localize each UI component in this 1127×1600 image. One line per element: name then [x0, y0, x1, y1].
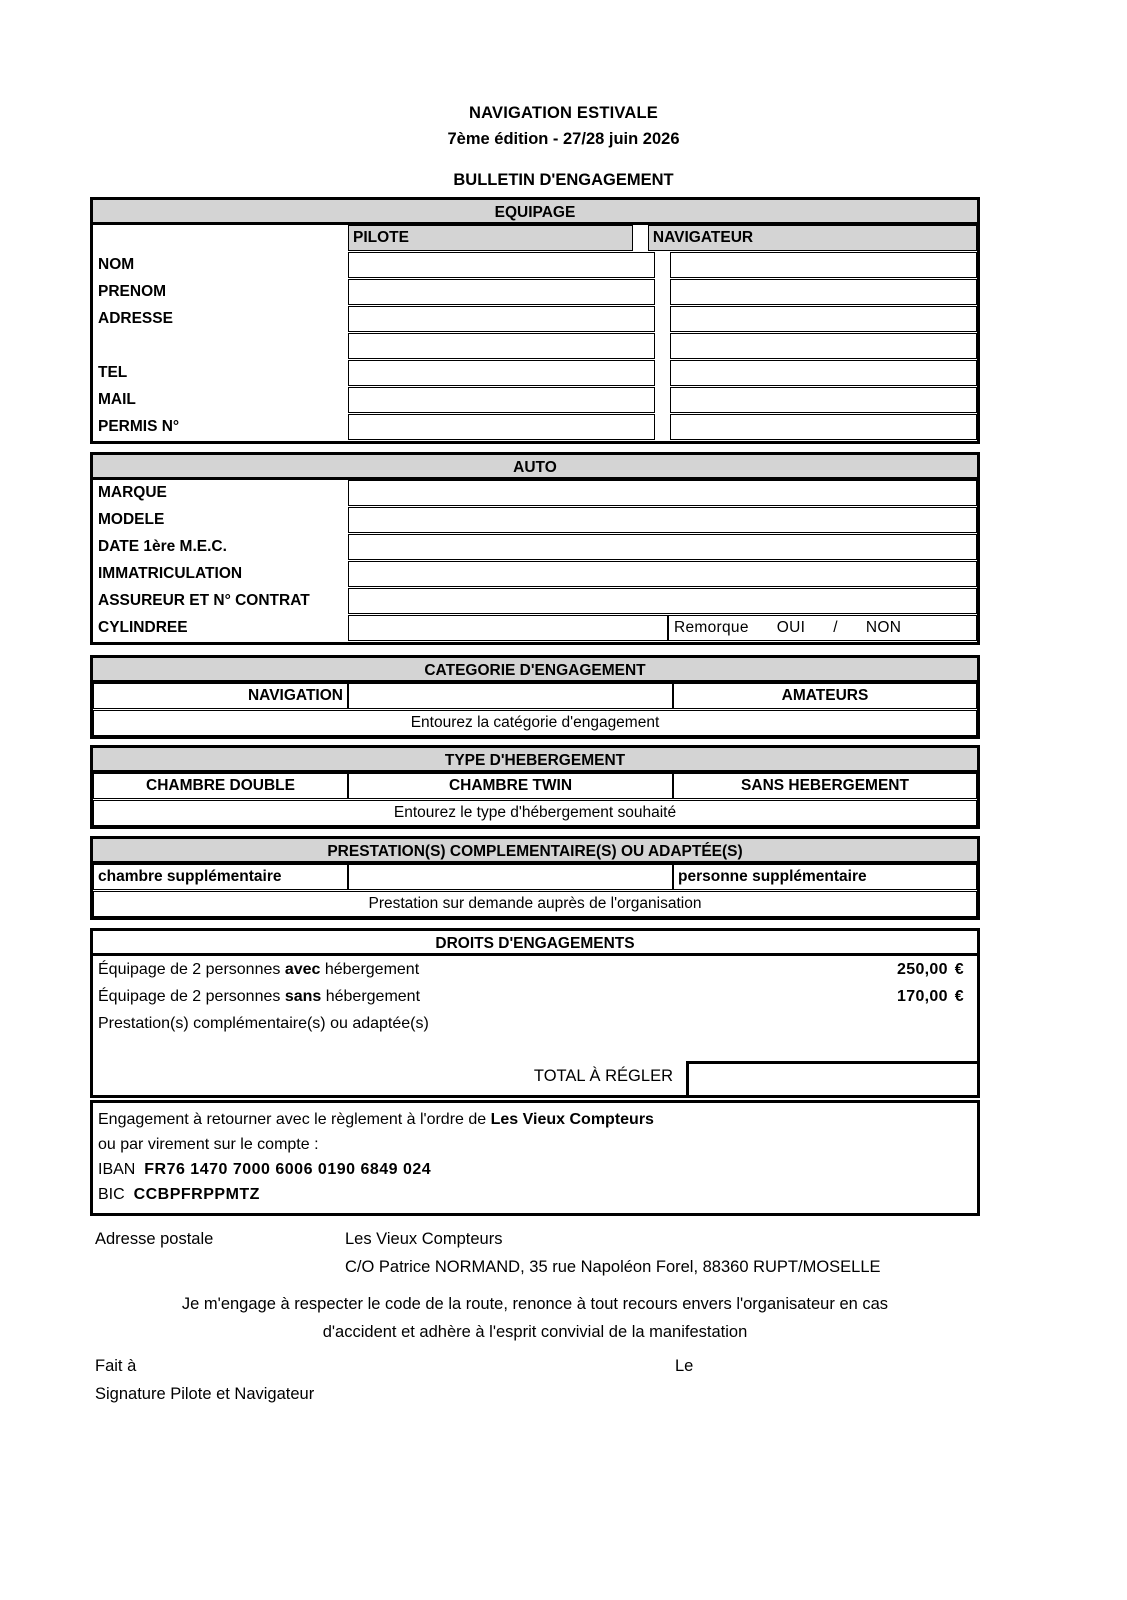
auto-row-assureur	[93, 588, 977, 615]
postal-address-spacer	[95, 1253, 345, 1281]
section-auto	[90, 452, 980, 645]
input-navigateur-mail[interactable]	[670, 387, 977, 413]
section-title-auto: AUTO	[93, 455, 977, 480]
signature-area[interactable]	[675, 1380, 995, 1408]
input-navigateur-adresse-2[interactable]	[670, 333, 977, 359]
payment-transfer-line: ou par virement sur le compte :	[98, 1136, 319, 1153]
pledge-line-1: Je m'engage à respecter le code de la route, renonce à tout recours envers l'organisateur en cas	[181, 1295, 889, 1313]
section-pledge	[90, 1290, 980, 1346]
equipage-label-prenom: PRENOM	[98, 283, 167, 300]
total-row	[93, 1061, 977, 1095]
equipage-row-adresse-2	[93, 333, 977, 360]
equipage-label-tel: TEL	[98, 364, 128, 381]
input-pilote-adresse-2[interactable]	[348, 333, 655, 359]
fee-text-before-2: Équipage de 2 personnes	[98, 987, 285, 1005]
categorie-note: Entourez la catégorie d'engagement	[93, 710, 977, 736]
fee-value-1: 250,00	[897, 960, 948, 978]
equipage-col-gap	[655, 333, 670, 360]
equipage-label-adresse-2	[93, 333, 348, 360]
section-signature	[95, 1352, 995, 1408]
equipage-label-permis: PERMIS N°	[98, 418, 180, 435]
iban-value: FR76 1470 7000 6006 0190 6849 024	[144, 1161, 432, 1178]
auto-label-cylindree: CYLINDREE	[98, 619, 188, 636]
postal-address-value: C/O Patrice NORMAND, 35 rue Napoléon Forel, 88360 RUPT/MOSELLE	[345, 1258, 881, 1276]
equipage-column-headers	[93, 225, 977, 252]
section-type-hebergement	[90, 745, 980, 829]
equipage-label-nom: NOM	[98, 256, 135, 273]
auto-label-marque: MARQUE	[98, 484, 167, 501]
section-equipage	[90, 197, 980, 444]
remorque-choice[interactable]	[668, 615, 977, 641]
fee-label-prestations: Prestation(s) complémentaire(s) ou adaptée(s)	[98, 1014, 429, 1032]
remorque-option-non[interactable]: NON	[865, 619, 902, 636]
hebergement-options-row	[93, 773, 977, 800]
equipage-row-prenom	[93, 279, 977, 306]
event-edition-date: 7ème édition - 27/28 juin 2026	[447, 130, 680, 148]
input-navigateur-permis[interactable]	[670, 414, 977, 440]
payment-bic-line	[98, 1182, 977, 1207]
equipage-col-navigateur: NAVIGATEUR	[648, 225, 977, 251]
fee-value-2: 170,00	[897, 987, 948, 1005]
equipage-col-gap	[655, 306, 670, 333]
section-title-prestations: PRESTATION(S) COMPLEMENTAIRE(S) OU ADAPTÉE(S)	[93, 839, 977, 864]
postal-organisation-name: Les Vieux Compteurs	[345, 1230, 503, 1248]
prestations-option-personne-supplementaire[interactable]: personne supplémentaire	[673, 864, 977, 890]
section-title-categorie: CATEGORIE D'ENGAGEMENT	[93, 658, 977, 683]
section-title-droits: DROITS D'ENGAGEMENTS	[93, 931, 977, 956]
event-title: NAVIGATION ESTIVALE	[469, 104, 658, 122]
remorque-label: Remorque	[674, 619, 749, 636]
section-postal-address	[95, 1225, 1075, 1281]
currency-symbol-1: €	[954, 960, 964, 978]
equipage-label-adresse: ADRESSE	[98, 310, 173, 327]
fee-row-prestations	[93, 1010, 977, 1037]
categorie-option-middle[interactable]	[348, 683, 673, 709]
fee-label-avec-hebergement	[98, 961, 784, 979]
input-pilote-tel[interactable]	[348, 360, 655, 386]
hebergement-option-chambre-double[interactable]: CHAMBRE DOUBLE	[93, 773, 348, 799]
fee-text-after-2: hébergement	[321, 987, 421, 1005]
auto-label-assureur: ASSUREUR ET N° CONTRAT	[98, 592, 310, 609]
equipage-col-gap	[633, 225, 648, 252]
document-header	[0, 100, 1127, 193]
bic-value: CCBPFRPPMTZ	[133, 1186, 260, 1203]
total-label: TOTAL À RÉGLER	[533, 1067, 673, 1085]
fee-amount-avec-hebergement	[784, 961, 977, 979]
equipage-row-tel	[93, 360, 977, 387]
input-auto-marque[interactable]	[348, 480, 977, 506]
input-auto-assureur[interactable]	[348, 588, 977, 614]
input-pilote-mail[interactable]	[348, 387, 655, 413]
payment-order-text: Engagement à retourner avec le règlement à l'ordre de	[98, 1111, 491, 1128]
input-pilote-nom[interactable]	[348, 252, 655, 278]
input-total-a-regler[interactable]	[686, 1061, 977, 1095]
postal-address-name-row	[95, 1225, 1075, 1253]
input-navigateur-tel[interactable]	[670, 360, 977, 386]
iban-label: IBAN	[98, 1161, 136, 1178]
remorque-separator: /	[833, 619, 838, 636]
equipage-col-gap	[655, 360, 670, 387]
fee-text-after-1: hébergement	[320, 960, 420, 978]
postal-address-label: Adresse postale	[95, 1230, 214, 1248]
remorque-option-oui[interactable]: OUI	[776, 619, 806, 636]
input-pilote-permis[interactable]	[348, 414, 655, 440]
postal-address-street-row	[95, 1253, 1075, 1281]
equipage-col-gap	[655, 414, 670, 441]
section-payment-instructions	[90, 1100, 980, 1216]
fee-label-sans-hebergement	[98, 988, 784, 1006]
input-auto-modele[interactable]	[348, 507, 977, 533]
equipage-label-mail: MAIL	[98, 391, 136, 408]
auto-row-cylindree	[93, 615, 977, 642]
signature-le-label[interactable]: Le	[675, 1357, 694, 1375]
categorie-option-navigation[interactable]: NAVIGATION	[93, 683, 348, 709]
section-title-equipage: EQUIPAGE	[93, 200, 977, 225]
equipage-header-spacer	[93, 225, 348, 252]
fee-amount-sans-hebergement	[784, 988, 977, 1006]
fee-row-sans-hebergement	[93, 983, 977, 1010]
auto-row-marque	[93, 480, 977, 507]
payment-order-line	[98, 1107, 977, 1132]
input-auto-cylindree[interactable]	[348, 615, 668, 641]
prestations-option-chambre-supplementaire[interactable]: chambre supplémentaire	[93, 864, 348, 890]
fee-text-bold-1: avec	[284, 960, 321, 978]
prestations-note: Prestation sur demande auprès de l'organisation	[93, 891, 977, 917]
currency-symbol-2: €	[954, 987, 964, 1005]
hebergement-note: Entourez le type d'hébergement souhaité	[93, 800, 977, 826]
section-title-hebergement: TYPE D'HEBERGEMENT	[93, 748, 977, 773]
equipage-row-permis	[93, 414, 977, 441]
section-categorie-engagement	[90, 655, 980, 739]
equipage-row-adresse	[93, 306, 977, 333]
fee-text-before-1: Équipage de 2 personnes	[98, 960, 285, 978]
equipage-row-mail	[93, 387, 977, 414]
input-navigateur-prenom[interactable]	[670, 279, 977, 305]
section-droits-engagements	[90, 928, 980, 1098]
prestations-option-middle[interactable]	[348, 864, 673, 890]
prestations-options-row	[93, 864, 977, 891]
signature-names-row	[95, 1380, 995, 1408]
categorie-option-amateurs[interactable]: AMATEURS	[673, 683, 977, 709]
hebergement-option-sans-hebergement[interactable]: SANS HEBERGEMENT	[673, 773, 977, 799]
signature-fait-a-label[interactable]: Fait à	[95, 1357, 137, 1375]
input-auto-date-mec[interactable]	[348, 534, 977, 560]
auto-label-modele: MODELE	[98, 511, 165, 528]
payment-iban-line	[98, 1157, 977, 1182]
auto-row-immatriculation	[93, 561, 977, 588]
input-navigateur-adresse[interactable]	[670, 306, 977, 332]
payment-payee-name: Les Vieux Compteurs	[490, 1111, 654, 1128]
fee-row-avec-hebergement	[93, 956, 977, 983]
auto-row-modele	[93, 507, 977, 534]
equipage-col-gap	[655, 279, 670, 306]
equipage-col-pilote: PILOTE	[348, 225, 633, 251]
input-auto-immatriculation[interactable]	[348, 561, 977, 587]
input-pilote-adresse[interactable]	[348, 306, 655, 332]
equipage-col-gap	[655, 387, 670, 414]
signature-place-date-row	[95, 1352, 995, 1380]
input-pilote-prenom[interactable]	[348, 279, 655, 305]
hebergement-option-chambre-twin[interactable]: CHAMBRE TWIN	[348, 773, 673, 799]
document-type-title: BULLETIN D'ENGAGEMENT	[453, 171, 674, 189]
input-navigateur-nom[interactable]	[670, 252, 977, 278]
pledge-line-2: d'accident et adhère à l'esprit convivial de la manifestation	[322, 1323, 748, 1341]
fee-text-bold-2: sans	[284, 987, 322, 1005]
signature-pilote-navigateur-label[interactable]: Signature Pilote et Navigateur	[95, 1385, 315, 1403]
categorie-options-row	[93, 683, 977, 710]
section-prestations	[90, 836, 980, 920]
auto-label-date-mec: DATE 1ère M.E.C.	[98, 538, 227, 555]
equipage-row-nom	[93, 252, 977, 279]
auto-label-immatriculation: IMMATRICULATION	[98, 565, 243, 582]
auto-row-date-mec	[93, 534, 977, 561]
equipage-col-gap	[655, 252, 670, 279]
bic-label: BIC	[98, 1186, 125, 1203]
